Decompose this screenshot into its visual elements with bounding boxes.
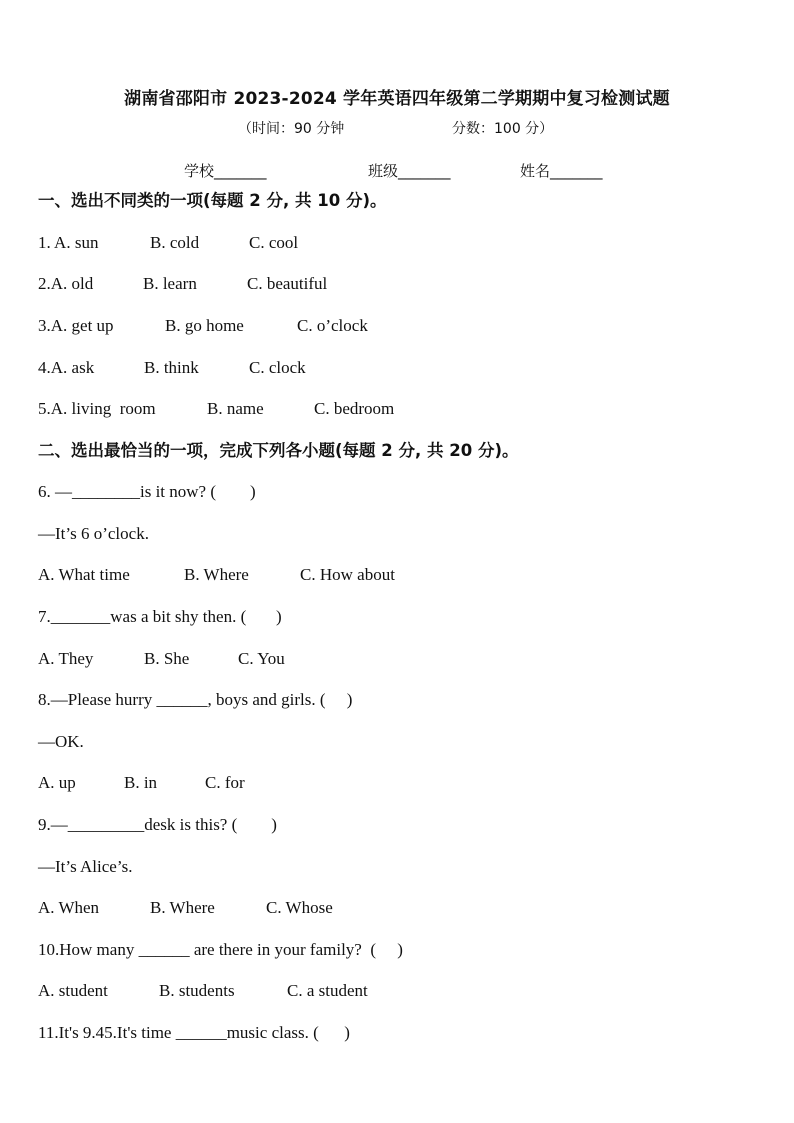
- q3-option-b: B. go home: [165, 316, 244, 335]
- school-field: 学校_______: [184, 162, 267, 180]
- q3-option-a: 3.A. get up: [38, 316, 114, 335]
- q2-option-a: 2.A. old: [38, 274, 94, 293]
- q9-stem: 9.—_________desk is this? ( ): [38, 815, 277, 834]
- q1-option-a: 1. A. sun: [38, 233, 99, 252]
- exam-time: （时间：90 分钟: [238, 121, 345, 137]
- q2-option-b: B. learn: [143, 274, 197, 293]
- q6-stem: 6. —________is it now? ( ): [38, 482, 256, 501]
- q11-stem: 11.It's 9.45.It's time ______music class. ( ): [38, 1023, 350, 1042]
- q5-option-c: C. bedroom: [314, 399, 395, 418]
- q8-option-b: B. in: [124, 773, 158, 792]
- q6-answer: —It’s 6 o’clock.: [38, 524, 149, 543]
- q7-option-b: B. She: [144, 649, 190, 668]
- q5-option-b: B. name: [207, 399, 264, 418]
- q10-option-a: A. student: [38, 981, 108, 1000]
- q4-option-c: C. clock: [249, 358, 306, 377]
- q6-option-b: B. Where: [184, 565, 249, 584]
- q6-option-c: C. How about: [300, 565, 395, 584]
- q1-option-c: C. cool: [249, 233, 299, 252]
- q7-option-a: A. They: [38, 649, 94, 668]
- q2-option-c: C. beautiful: [247, 274, 328, 293]
- q9-option-c: C. Whose: [266, 898, 333, 917]
- q9-option-b: B. Where: [150, 898, 215, 917]
- q4-option-b: B. think: [144, 358, 199, 377]
- exam-score: 分数：100 分）: [452, 121, 554, 137]
- section1-heading: 一、选出不同类的一项(每题 2 分, 共 10 分)。: [38, 191, 387, 210]
- q8-answer: —OK.: [38, 732, 84, 751]
- q10-option-b: B. students: [159, 981, 235, 1000]
- q7-stem: 7._______was a bit shy then. ( ): [38, 607, 282, 626]
- q8-option-a: A. up: [38, 773, 76, 792]
- section2-heading: 二、选出最恰当的一项，完成下列各小题(每题 2 分, 共 20 分)。: [38, 441, 519, 460]
- q7-option-c: C. You: [238, 649, 285, 668]
- q4-option-a: 4.A. ask: [38, 358, 95, 377]
- class-field: 班级_______: [368, 162, 451, 180]
- q10-option-c: C. a student: [287, 981, 368, 1000]
- exam-title: 湖南省邵阳市 2023-2024 学年英语四年级第二学期期中复习检测试题: [124, 89, 670, 109]
- q6-option-a: A. What time: [38, 565, 130, 584]
- q8-stem: 8.—Please hurry ______, boys and girls. ( ): [38, 690, 353, 709]
- q8-option-c: C. for: [205, 773, 245, 792]
- name-field: 姓名_______: [520, 162, 603, 180]
- q10-stem: 10.How many ______ are there in your family? ( ): [38, 940, 403, 959]
- q1-option-b: B. cold: [150, 233, 200, 252]
- q5-option-a: 5.A. living room: [38, 399, 156, 418]
- q9-option-a: A. When: [38, 898, 100, 917]
- q3-option-c: C. o’clock: [297, 316, 368, 335]
- q9-answer: —It’s Alice’s.: [38, 857, 133, 876]
